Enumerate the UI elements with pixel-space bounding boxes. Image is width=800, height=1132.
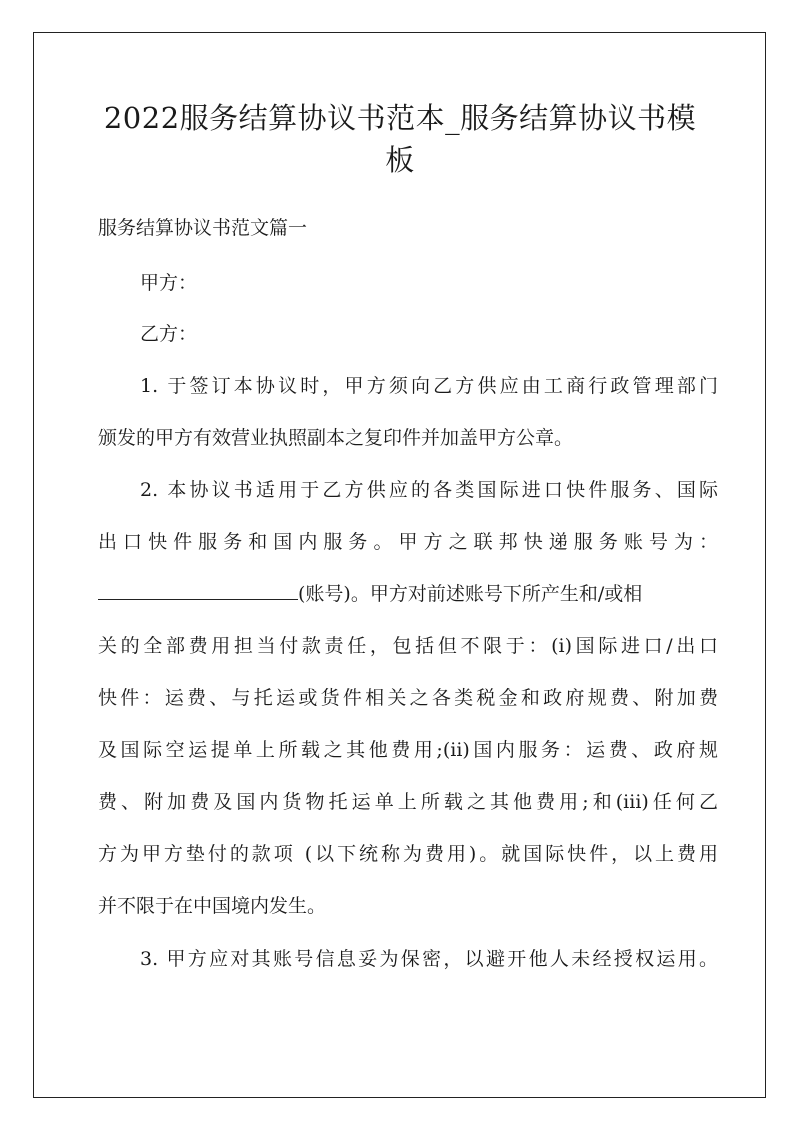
document-title bbox=[60, 97, 740, 181]
party-a-label: 甲方： bbox=[140, 272, 198, 294]
clause-2-line-1: 2. 本协议书适用于乙方供应的各类国际进口快件服务、国际 bbox=[140, 479, 718, 501]
title-line-2: 板 bbox=[385, 143, 415, 177]
clause-3-line-1: 3. 甲方应对其账号信息妥为保密，以避开他人未经授权运用。 bbox=[140, 948, 718, 970]
clause-2-line-2: 出口快件服务和国内服务。甲方之联邦快递服务账号为： bbox=[98, 531, 718, 553]
page-border bbox=[33, 32, 766, 1098]
clause-2-line-6: 及国际空运提单上所载之其他费用;(ii)国内服务：运费、政府规 bbox=[98, 739, 718, 761]
title-line-1: 2022服务结算协议书范本_服务结算协议书模 bbox=[103, 101, 697, 135]
clause-2-line-3-text: (账号)。甲方对前述账号下所产生和/或相 bbox=[298, 583, 643, 605]
account-number-blank bbox=[98, 583, 298, 600]
party-b-label: 乙方： bbox=[140, 323, 198, 345]
section-heading: 服务结算协议书范文篇一 bbox=[98, 217, 308, 239]
clause-2-line-4: 关的全部费用担当付款责任，包括但不限于：(i)国际进口/出口 bbox=[98, 635, 718, 657]
clause-1-line-2: 颁发的甲方有效营业执照副本之复印件并加盖甲方公章。 bbox=[98, 427, 574, 449]
clause-2-line-5: 快件：运费、与托运或货件相关之各类税金和政府规费、附加费 bbox=[98, 687, 718, 709]
clause-2-line-3 bbox=[98, 582, 718, 606]
clause-1-line-1: 1. 于签订本协议时，甲方须向乙方供应由工商行政管理部门 bbox=[140, 375, 718, 397]
clause-2-line-7: 费、附加费及国内货物托运单上所载之其他费用;和(iii)任何乙 bbox=[98, 791, 718, 813]
clause-2-line-8: 方为甲方垫付的款项 (以下统称为费用)。就国际快件，以上费用 bbox=[98, 843, 718, 865]
clause-2-line-9: 并不限于在中国境内发生。 bbox=[98, 895, 327, 917]
